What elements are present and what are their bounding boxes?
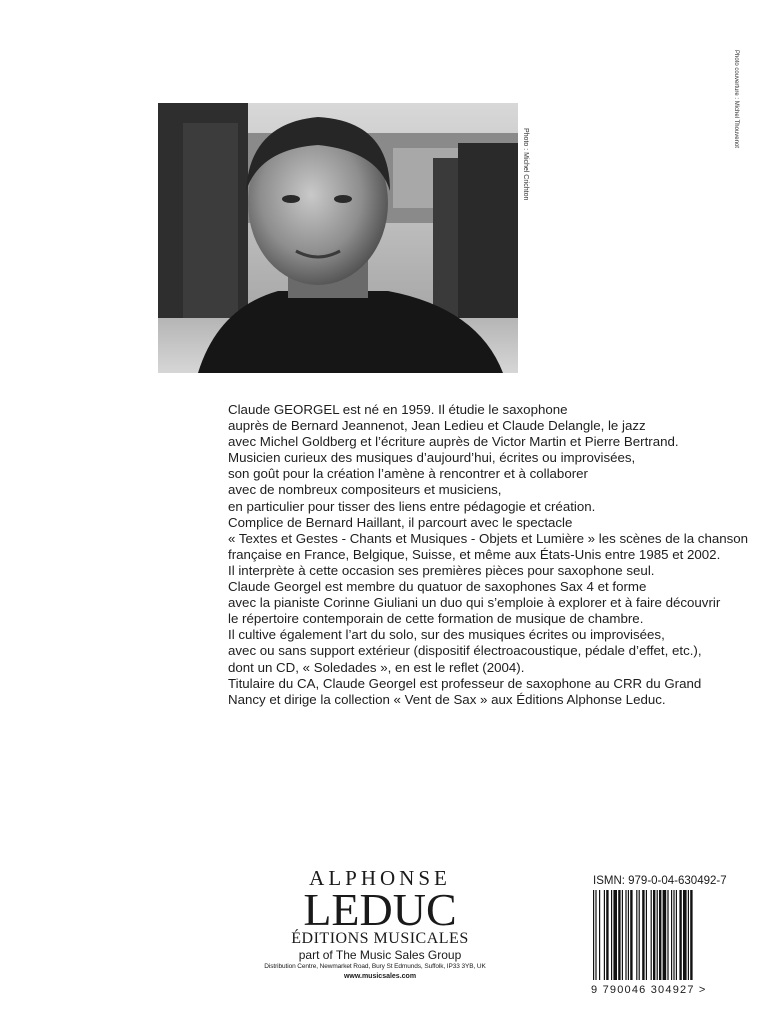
bio-line: avec Michel Goldberg et l’écriture auprès de Victor Martin et Pierre Bertrand. xyxy=(228,434,679,450)
barcode-block xyxy=(591,875,741,996)
bio-line: avec ou sans support extérieur (dispositif électroacoustique, pédale d’effet, etc.), xyxy=(228,643,702,659)
bio-line: Musicien curieux des musiques d’aujourd’hui, écrites ou improvisées, xyxy=(228,450,636,466)
bio-line: Il cultive également l’art du solo, sur des musiques écrites ou improvisées, xyxy=(228,627,665,643)
bio-line: son goût pour la création l’amène à rencontrer et à collaborer xyxy=(228,466,588,482)
bio-line: Titulaire du CA, Claude Georgel est professeur de saxophone au CRR du Grand xyxy=(228,675,702,691)
publisher-editions: ÉDITIONS MUSICALES xyxy=(291,930,469,947)
bio-line: auprès de Bernard Jeannenot, Jean Ledieu et Claude Delangle, le jazz xyxy=(228,418,646,434)
bio-line: française en France, Belgique, Suisse, et même aux États-Unis entre 1985 et 2002. xyxy=(228,546,721,562)
bio-line: dont un CD, « Soledades », en est le reflet (2004). xyxy=(228,659,525,675)
publisher-website: www.musicsales.com xyxy=(343,973,417,980)
bio-line: Complice de Bernard Haillant, il parcourt avec le spectacle xyxy=(228,514,573,530)
distribution-address: Distribution Centre, Newmarket Road, Bury St Edmunds, Suffolk, IP33 3YB, UK xyxy=(264,963,486,970)
publisher-logo xyxy=(230,866,530,982)
bio-line: Claude GEORGEL est né en 1959. Il étudie le saxophone xyxy=(228,402,568,417)
ismn-label: ISMN: 979-0-04-630492-7 xyxy=(593,875,727,887)
cover-photo-credit: Photo couverture : Michel Thouvenot xyxy=(733,50,739,148)
bio-line: Nancy et dirige la collection « Vent de Sax » aux Éditions Alphonse Leduc. xyxy=(228,691,666,707)
publisher-group: part of The Music Sales Group xyxy=(298,948,462,962)
bio-line: le répertoire contemporain de cette formation de musique de chambre. xyxy=(228,611,644,627)
bio-line: en particulier pour tisser des liens entre pédagogie et création. xyxy=(228,498,596,514)
publisher-name: ALPHONSE xyxy=(309,866,451,890)
photo-credit: Photo : Michel Crichton xyxy=(522,128,529,201)
barcode-digits: 9 790046 304927 > xyxy=(591,984,707,996)
publisher-brand: LEDUC xyxy=(303,884,457,935)
portrait-photo xyxy=(158,103,518,373)
bio-line: avec la pianiste Corinne Giuliani un duo qui s’emploie à explorer et à faire découvrir xyxy=(228,595,721,611)
biography-text xyxy=(228,402,748,708)
bio-line: avec de nombreux compositeurs et musiciens, xyxy=(228,482,502,498)
bio-line: Il interprète à cette occasion ses premières pièces pour saxophone seul. xyxy=(228,562,655,578)
bio-line: « Textes et Gestes - Chants et Musiques - Objets et Lumière » les scènes de la chanson xyxy=(228,530,749,546)
barcode-icon xyxy=(591,890,737,980)
bio-line: Claude Georgel est membre du quatuor de saxophones Sax 4 et forme xyxy=(228,579,647,595)
